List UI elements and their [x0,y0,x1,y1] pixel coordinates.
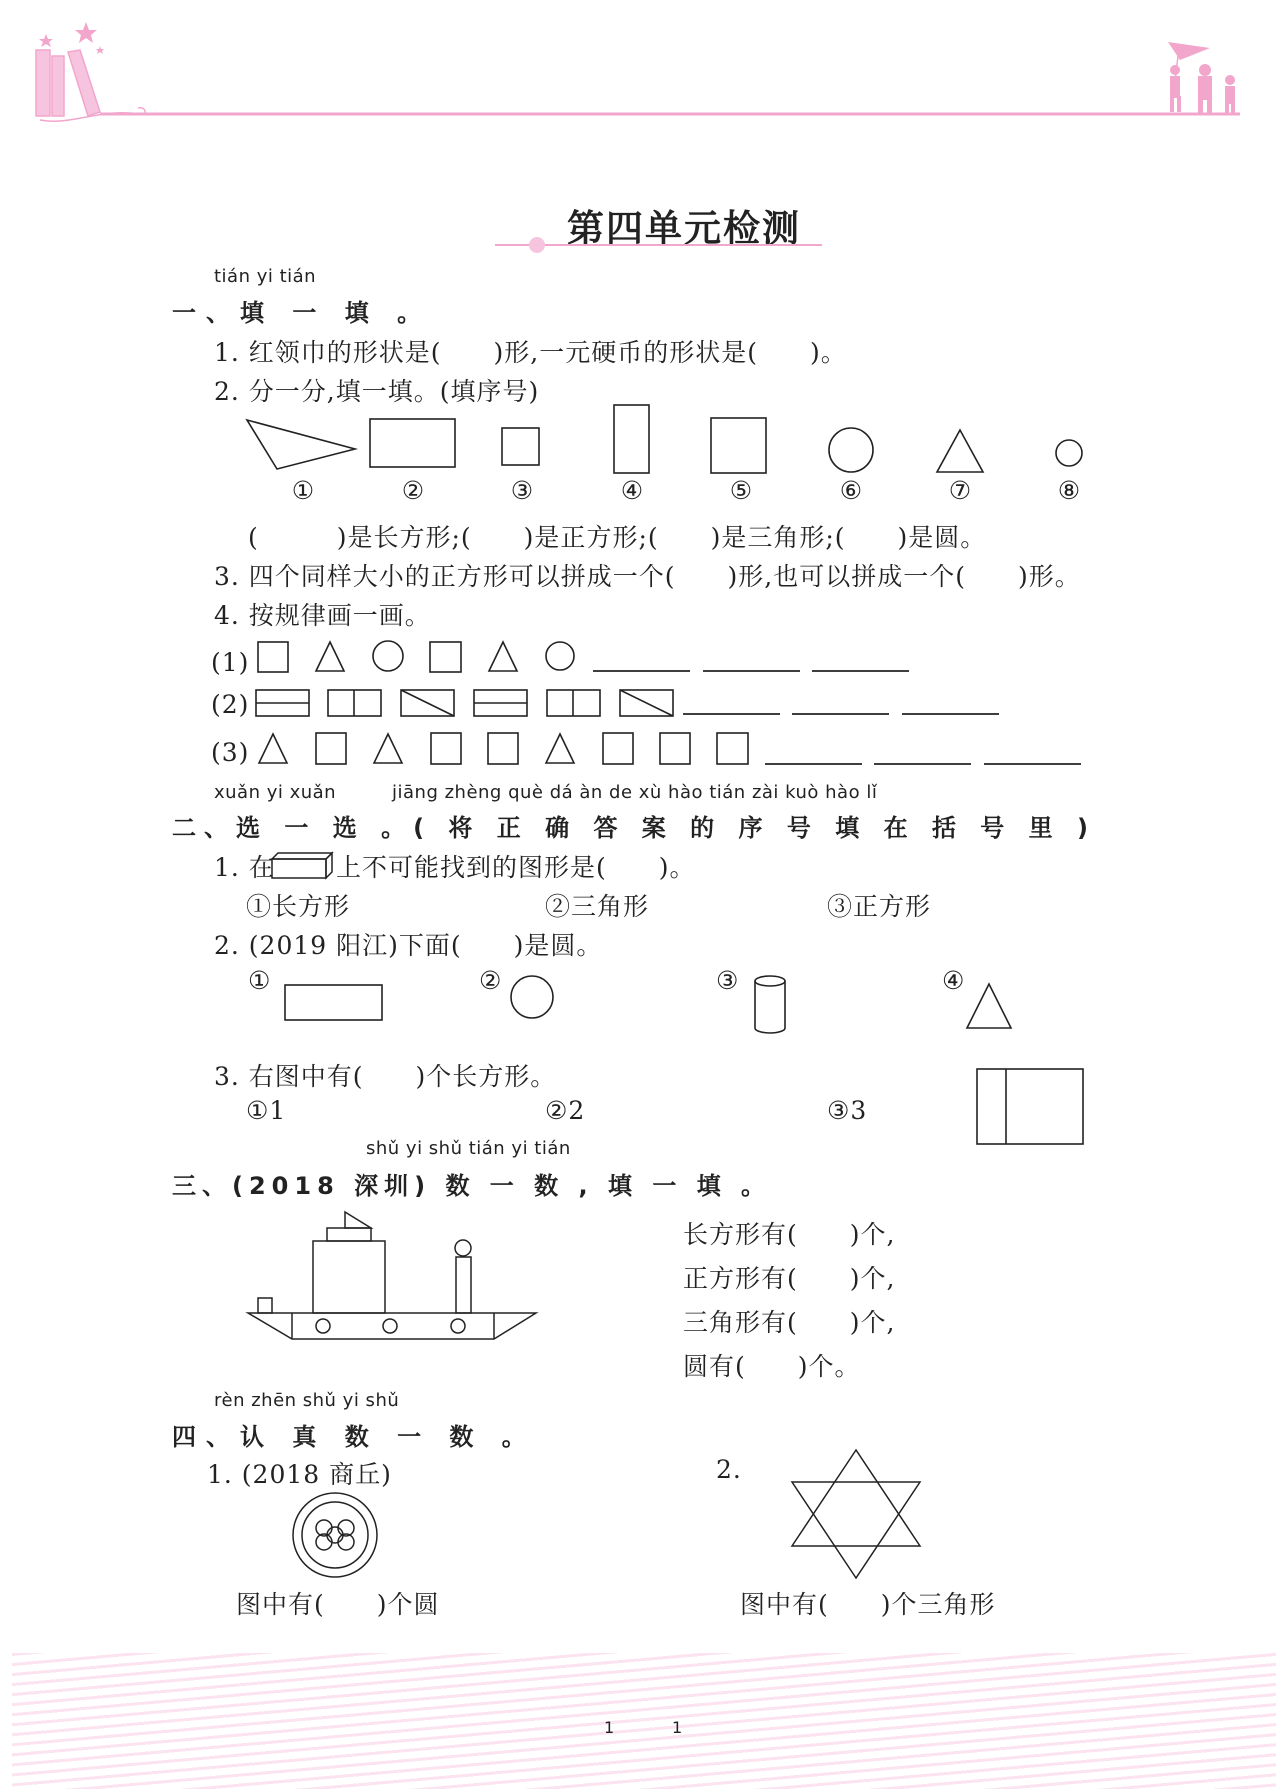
section4-pinyin: rèn zhēn shǔ yi shǔ [214,1390,400,1411]
s2-q2-label: ④ [942,966,966,995]
s2-q3: 3. 右图中有( )个长方形。 [214,1062,557,1091]
s4-q1-label: 1. (2018 商丘) [207,1460,392,1489]
section2-heading: 二、选 一 选 。( 将 正 确 答 案 的 序 号 填 在 括 号 里 ) [172,814,1096,842]
shape-number: ③ [510,476,534,505]
shape-number: ① [291,476,315,505]
pattern-label: (1) [211,648,250,677]
s1-q2-answer: ( )是长方形;( )是正方形;( )是三角形;( )是圆。 [248,523,987,552]
section2-pinyin-b: jiāng zhèng què dá àn de xù hào tián zài kuò hào lǐ [392,782,878,803]
s1-q3: 3. 四个同样大小的正方形可以拼成一个( )形,也可以拼成一个( )形。 [214,562,1081,591]
section1-heading: 一、填 一 填 。 [172,299,432,327]
page-number: 1 [672,1718,683,1737]
s2-q2: 2. (2019 阳江)下面( )是圆。 [214,931,603,960]
s2-q3-option: ③3 [827,1096,868,1125]
page-number: 1 [604,1718,615,1737]
pattern-label: (2) [211,690,250,719]
section1-pinyin: tián yi tián [214,266,317,287]
shape-number: ② [401,476,425,505]
shape-number: ④ [620,476,644,505]
section3-heading: 三、(2018 深圳) 数 一 数 , 填 一 填 。 [172,1172,772,1200]
s2-q1-pre: 1. 在 [214,853,275,882]
shape-number: ⑤ [729,476,753,505]
section3-pinyin: shǔ yi shǔ tián yi tián [366,1138,571,1159]
footer-band [12,1653,1276,1789]
s2-q1-option: ②三角形 [545,892,650,921]
pattern-label: (3) [211,738,250,767]
s4-q2-answer: 图中有( )个三角形 [740,1590,996,1619]
s3-answer: 圆有( )个。 [683,1352,861,1381]
s3-answer: 三角形有( )个, [683,1308,896,1337]
section2-pinyin-a: xuǎn yi xuǎn [214,782,337,803]
s2-q1-post: 上不可能找到的图形是( )。 [336,853,696,882]
s2-q3-option: ②2 [545,1096,586,1125]
s3-answer: 正方形有( )个, [683,1264,896,1293]
s2-q1-option: ①长方形 [246,892,351,921]
shape-number: ⑥ [839,476,863,505]
section4-heading: 四、认 真 数 一 数 。 [172,1423,536,1451]
s3-answer: 长方形有( )个, [683,1220,896,1249]
s2-q1-option: ③正方形 [827,892,932,921]
s1-q2: 2. 分一分,填一填。(填序号) [214,377,540,406]
s2-q2-label: ① [248,966,272,995]
s4-q1-answer: 图中有( )个圆 [236,1590,440,1619]
s2-q2-label: ③ [716,966,740,995]
shape-number: ⑦ [948,476,972,505]
s2-q3-option: ①1 [246,1096,287,1125]
shape-number: ⑧ [1057,476,1081,505]
s1-q1: 1. 红领巾的形状是( )形,一元硬币的形状是( )。 [214,338,847,367]
page-title: 第四单元检测 [567,206,801,250]
s2-q2-label: ② [479,966,503,995]
s1-q4: 4. 按规律画一画。 [214,601,431,630]
s4-q2-label: 2. [716,1455,742,1484]
